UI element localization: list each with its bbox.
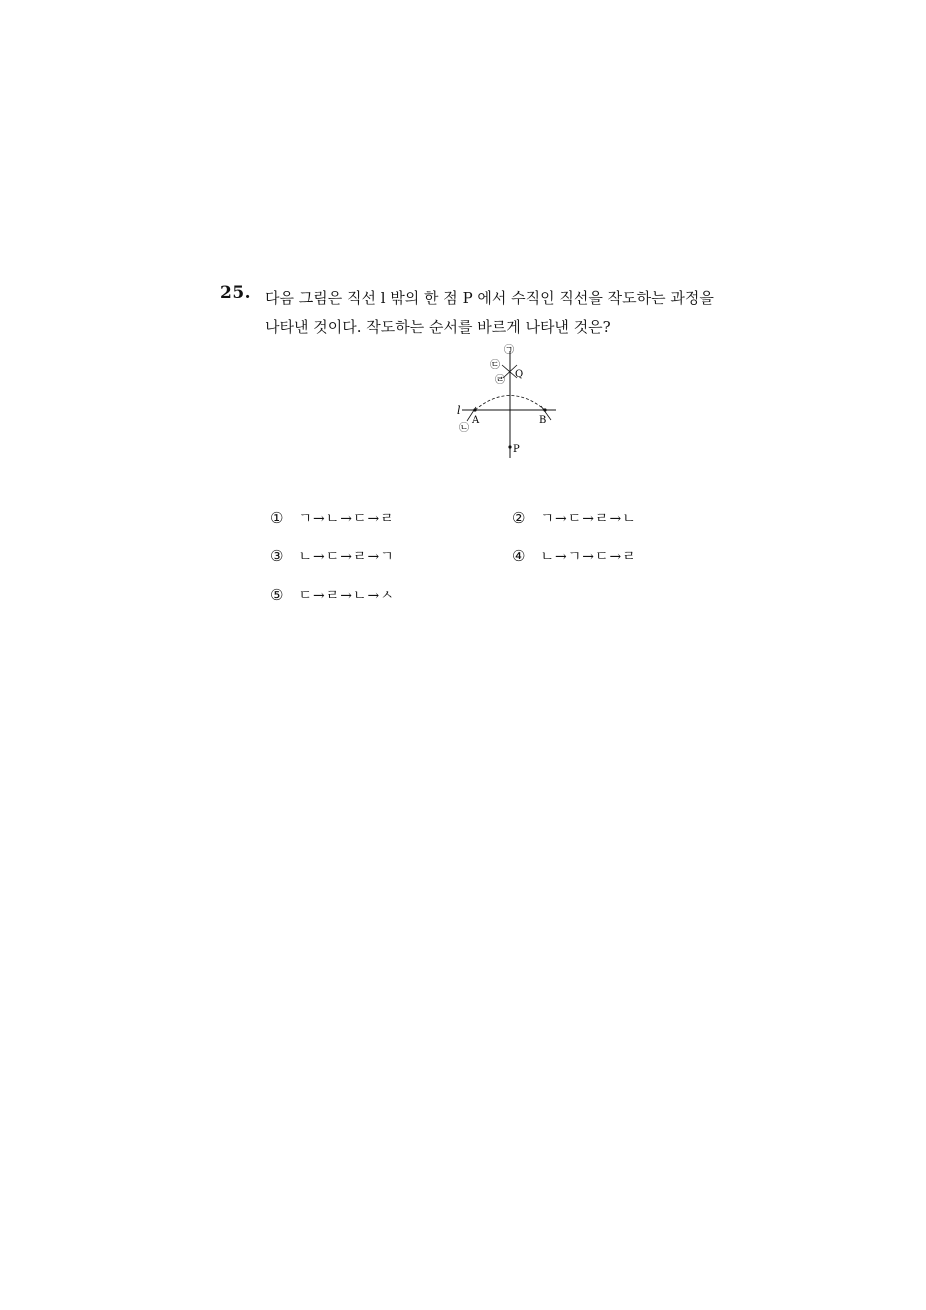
choice-4-number: ④ — [512, 547, 526, 565]
question-text — [265, 284, 765, 342]
choice-4-sequence: ㄴ→ㄱ→ㄷ→ㄹ — [540, 549, 637, 565]
question-line-1: 다음 그림은 직선 l 밖의 한 점 P 에서 수직인 직선을 작도하는 과정을 — [265, 289, 714, 307]
point-b-dot — [543, 408, 546, 411]
question-number: 25. — [220, 283, 252, 303]
step-nieun-mark: ㉡ — [459, 423, 469, 434]
label-l: l — [457, 404, 461, 417]
construction-figure — [450, 343, 560, 461]
label-q: Q — [515, 369, 524, 380]
step-giyeok-mark: ㉠ — [504, 345, 514, 356]
choice-5[interactable] — [270, 585, 395, 605]
choice-5-sequence: ㄷ→ㄹ→ㄴ→ㅅ — [298, 588, 395, 604]
choice-2-number: ② — [512, 509, 526, 527]
label-p: P — [513, 444, 520, 455]
choice-1-number: ① — [270, 509, 284, 527]
choice-3[interactable] — [270, 546, 395, 566]
choice-3-sequence: ㄴ→ㄷ→ㄹ→ㄱ — [298, 549, 395, 565]
point-a-dot — [473, 408, 476, 411]
label-b: B — [539, 415, 547, 426]
choice-1[interactable] — [270, 508, 395, 528]
step-digeut-mark: ㉢ — [490, 360, 500, 371]
choice-4[interactable] — [512, 546, 637, 566]
choice-3-number: ③ — [270, 547, 284, 565]
choice-2-sequence: ㄱ→ㄷ→ㄹ→ㄴ — [540, 511, 637, 527]
choice-1-sequence: ㄱ→ㄴ→ㄷ→ㄹ — [298, 511, 395, 527]
question-line-2: 나타낸 것이다. 작도하는 순서를 바르게 나타낸 것은? — [265, 318, 611, 336]
step-rieul-mark: ㉣ — [495, 375, 505, 386]
choice-5-number: ⑤ — [270, 586, 284, 604]
choice-2[interactable] — [512, 508, 637, 528]
label-a: A — [472, 415, 480, 426]
point-p-dot — [508, 445, 511, 448]
